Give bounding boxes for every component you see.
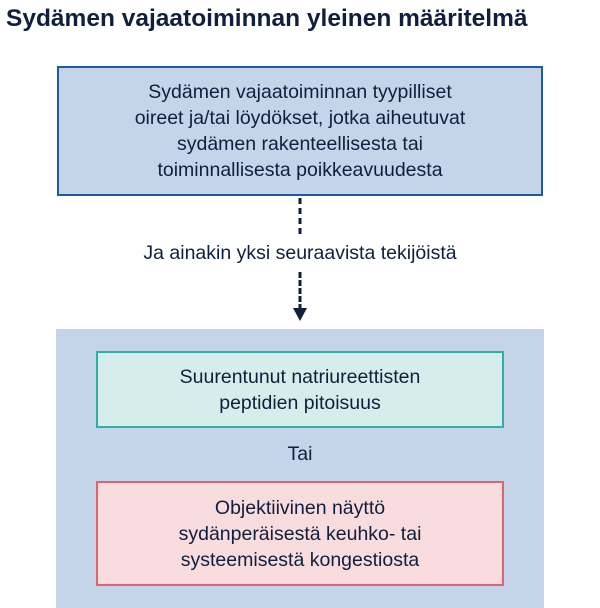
criterion-natriuretic-box xyxy=(96,351,504,428)
criterion-line: peptidien pitoisuus xyxy=(219,391,381,414)
criterion-congestion-box xyxy=(96,481,504,586)
dashed-connector-upper xyxy=(299,198,302,234)
criterion-line: Objektiivinen näyttö xyxy=(214,496,386,519)
definition-line: sydämen rakenteellisesta tai xyxy=(176,133,424,155)
definition-line: toiminnallisesta poikkeavuudesta xyxy=(157,159,443,181)
criterion-line: Suurentunut natriureettisten xyxy=(179,365,421,388)
criterion-line: sydänperäisestä keuhko- tai xyxy=(178,522,422,545)
dashed-connector-lower xyxy=(299,272,302,310)
criterion-line: systeemisestä kongestiosta xyxy=(180,548,420,571)
definition-line: oireet ja/tai löydökset, jotka aiheutuvat xyxy=(134,107,466,129)
diagram-title: Sydämen vajaatoiminnan yleinen määritelmä xyxy=(6,5,528,32)
or-separator: Tai xyxy=(287,443,313,465)
definition-line: Sydämen vajaatoiminnan tyypilliset xyxy=(148,81,452,103)
connector-label: Ja ainakin yksi seuraavista tekijöistä xyxy=(143,242,457,264)
arrow-down-icon xyxy=(293,308,307,321)
definition-box xyxy=(57,66,543,196)
